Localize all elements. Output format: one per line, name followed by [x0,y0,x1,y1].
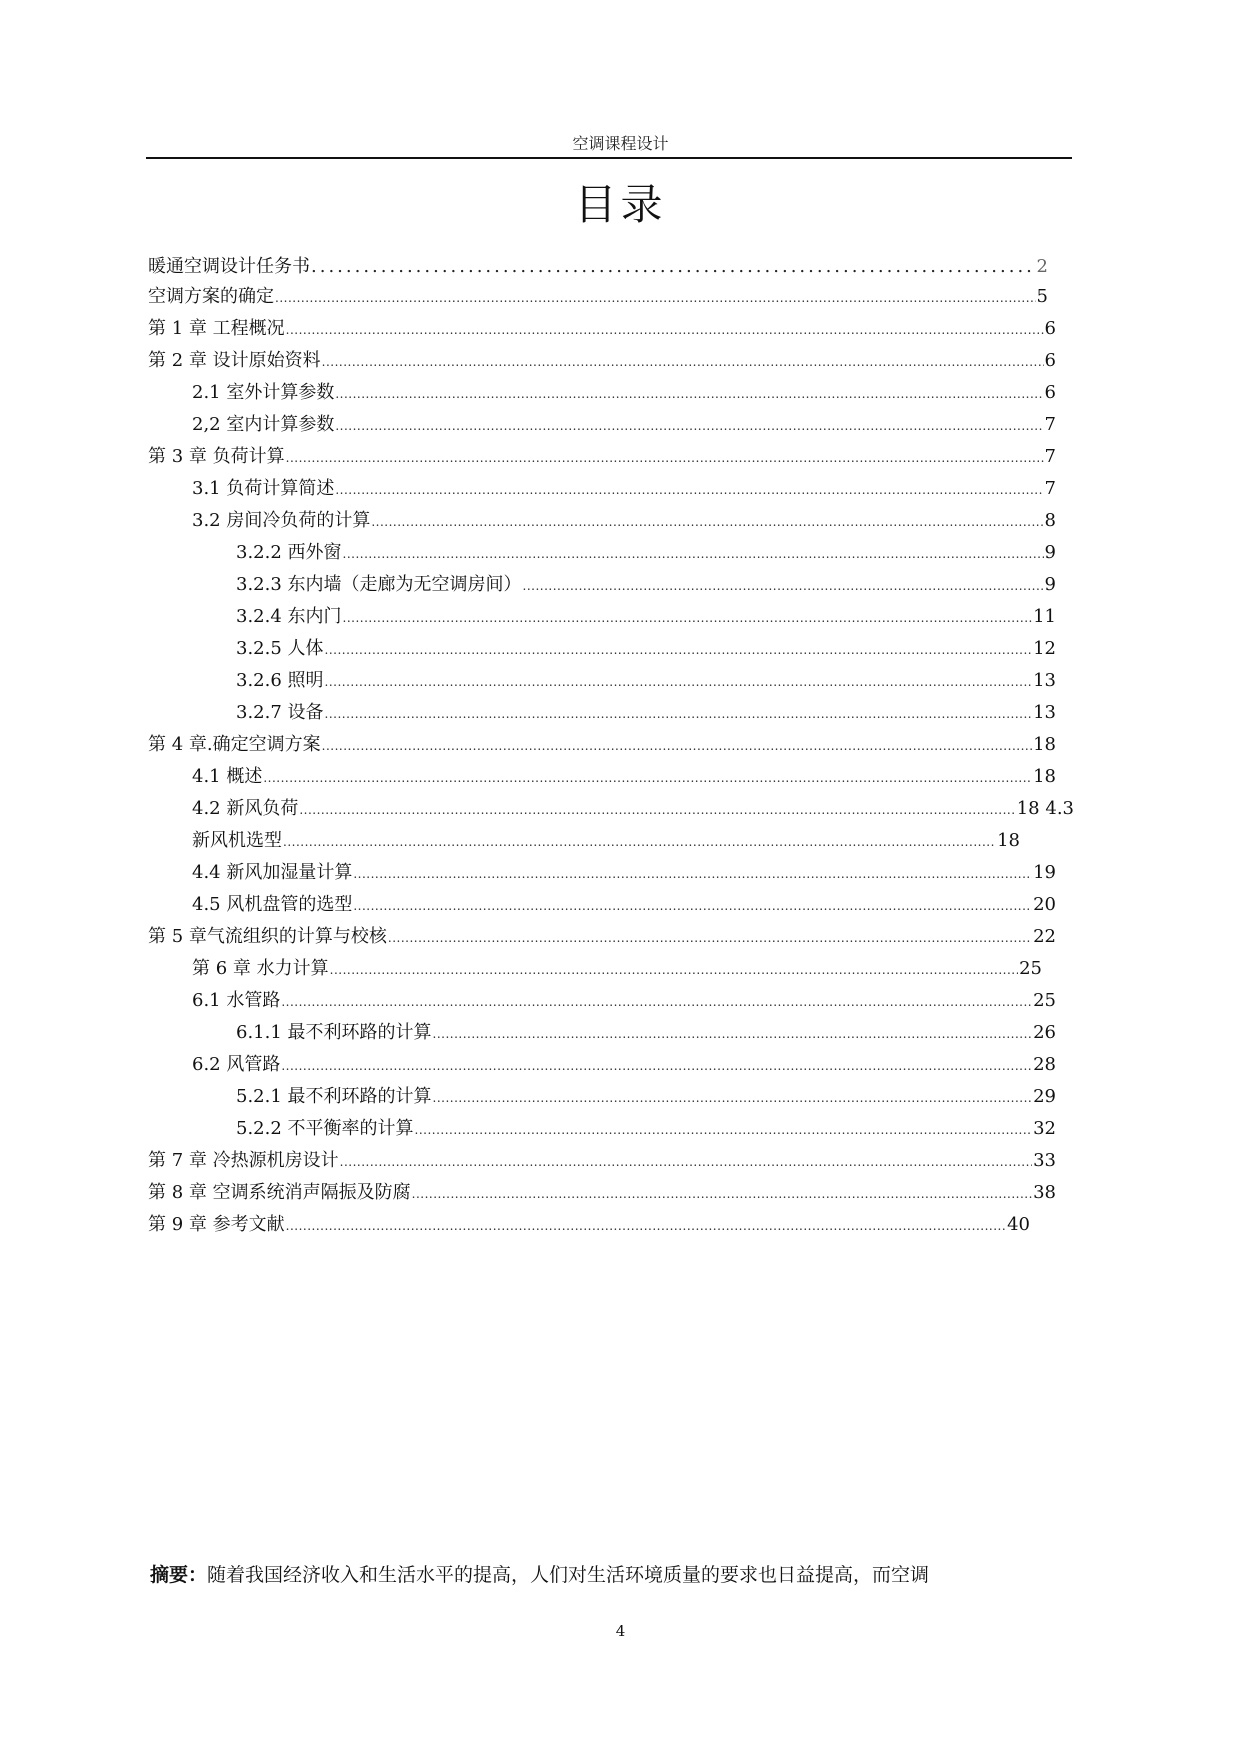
toc-entry[interactable] [192,890,1056,920]
toc-entry[interactable] [192,506,1056,536]
toc-entry-label: 4.5 风机盘管的选型 [192,894,353,915]
toc-entry-page: 33 [1033,1150,1056,1171]
toc-entry-label: 第 6 章 水力计算 [192,958,329,979]
toc-entry-page: 9 [1044,574,1056,595]
abstract-text: 随着我国经济收入和生活水平的提高，人们对生活环境质量的要求也日益提高，而空调 [207,1564,930,1586]
toc-leader [343,539,1044,568]
toc-entry[interactable] [236,666,1056,696]
toc-entry-label: 5.2.1 最不利环路的计算 [236,1086,432,1107]
toc-entry[interactable] [236,698,1056,728]
toc-entry-page: 38 [1033,1182,1056,1203]
toc-title: 目录 [574,180,667,229]
toc-entry[interactable] [236,538,1056,568]
toc-entry-page: 28 [1033,1054,1056,1075]
toc-entry-page: 25 [1019,958,1042,979]
toc-entry-label: 3.2.4 东内门 [236,606,342,627]
toc-entry[interactable] [192,954,1042,984]
toc-leader [335,475,1043,504]
toc-leader [330,955,1018,984]
toc-entry-label: 第 1 章 工程概况 [148,318,285,339]
toc-entry[interactable] [236,1082,1056,1112]
toc-entry-page: 13 [1033,702,1056,723]
toc-leader [281,987,1032,1016]
toc-leader [299,795,1015,824]
toc-leader [353,891,1032,920]
toc-entry[interactable] [148,282,1048,312]
toc-entry-label: 6.2 风管路 [192,1054,281,1075]
toc-entry[interactable] [192,986,1056,1016]
toc-leader [325,635,1033,664]
toc-entry-label: 第 2 章 设计原始资料 [148,350,321,371]
toc-entry[interactable] [148,252,1048,282]
toc-entry[interactable] [148,730,1056,760]
toc-entry-label: 4.4 新风加湿量计算 [192,862,353,883]
toc-entry[interactable] [192,410,1056,440]
toc-entry[interactable] [236,1018,1056,1048]
toc-leader [286,315,1044,344]
toc-entry-page: 19 [1033,862,1056,883]
toc-leader [325,667,1033,696]
toc-entry-page: 6 [1044,382,1056,403]
toc-entry-page: 6 [1044,318,1056,339]
toc-entry[interactable] [148,922,1056,952]
toc-entry[interactable] [148,1146,1056,1176]
toc-leader [275,283,1036,312]
toc-entry-label: 3.2.3 东内墙（走廊为无空调房间） [236,574,522,595]
toc-entry-label: 4.2 新风负荷 [192,798,299,819]
toc-entry-label: 第 5 章气流组织的计算与校核 [148,926,387,947]
toc-entry-page: 12 [1033,638,1056,659]
toc-leader [286,1211,1006,1240]
toc-leader [263,763,1032,792]
toc-entry-label: 第 4 章.确定空调方案 [148,734,321,755]
toc-leader [322,347,1044,376]
toc-entry[interactable] [192,1050,1056,1080]
toc-leader [283,827,996,856]
toc-leader [415,1115,1033,1144]
toc-leader [322,731,1032,760]
toc-entry-page: 32 [1033,1118,1056,1139]
toc-entry-label: 暖通空调设计任务书 [148,256,310,277]
toc-entry[interactable] [192,794,1074,824]
toc-entry-page: 40 [1007,1214,1030,1235]
toc-leader [311,252,1036,282]
toc-leader [353,859,1032,888]
toc-entry-page: 6 [1044,350,1056,371]
toc-leader [281,1051,1032,1080]
toc-leader [340,1147,1032,1176]
toc-entry-label: 第 8 章 空调系统消声隔振及防腐 [148,1182,411,1203]
toc-entry-page: 8 [1044,510,1056,531]
toc-entry-page: 29 [1033,1086,1056,1107]
toc-leader [523,571,1044,600]
toc-entry-label: 第 9 章 参考文献 [148,1214,285,1235]
toc-leader [335,379,1043,408]
toc-entry-page: 13 [1033,670,1056,691]
toc-leader [335,411,1043,440]
toc-entry[interactable] [236,1114,1056,1144]
toc-entry-page: 11 [1033,606,1056,627]
toc-entry[interactable] [148,346,1056,376]
abstract-label: 摘要： [150,1564,208,1586]
toc-entry-label: 3.2 房间冷负荷的计算 [192,510,371,531]
toc-entry-label: 2.1 室外计算参数 [192,382,335,403]
toc-leader [286,443,1044,472]
toc-entry[interactable] [192,858,1056,888]
toc-leader [388,923,1032,952]
toc-entry-label: 第 7 章 冷热源机房设计 [148,1150,339,1171]
toc-entry-page: 7 [1044,414,1056,435]
toc-entry-page: 22 [1033,926,1056,947]
toc-entry[interactable] [236,602,1056,632]
toc-entry[interactable] [236,570,1056,600]
toc-entry-label: 第 3 章 负荷计算 [148,446,285,467]
toc-entry-page: 2 [1036,256,1048,277]
toc-leader [433,1083,1033,1112]
toc-entry-page: 18 4.3 [1016,798,1074,819]
toc-entry[interactable] [192,762,1056,792]
toc-entry[interactable] [192,474,1056,504]
toc-entry-page: 20 [1033,894,1056,915]
toc-entry-label: 空调方案的确定 [148,286,274,307]
page-number: 4 [615,1622,626,1640]
abstract-paragraph [150,1560,1080,1590]
toc-entry[interactable] [192,378,1056,408]
toc-entry[interactable] [148,1210,1030,1240]
toc-leader [325,699,1033,728]
toc-entry-label: 6.1 水管路 [192,990,281,1011]
toc-entry-label: 新风机选型 [192,830,282,851]
toc-entry-label: 3.2.6 照明 [236,670,324,691]
toc-entry-page: 25 [1033,990,1056,1011]
toc-entry-label: 5.2.2 不平衡率的计算 [236,1118,414,1139]
toc-entry-page: 18 [997,830,1020,851]
toc-entry-page: 7 [1044,478,1056,499]
toc-entry-page: 26 [1033,1022,1056,1043]
toc-entry-label: 3.2.7 设备 [236,702,324,723]
toc-entry[interactable] [236,634,1056,664]
toc-entry-label: 3.2.2 西外窗 [236,542,342,563]
toc-leader [371,507,1043,536]
toc-entry-page: 18 [1033,766,1056,787]
toc-entry[interactable] [148,1178,1056,1208]
toc-entry[interactable] [192,826,1020,856]
toc-leader [433,1019,1033,1048]
toc-entry-page: 7 [1044,446,1056,467]
toc-entry-label: 3.2.5 人体 [236,638,324,659]
toc-entry-label: 3.1 负荷计算简述 [192,478,335,499]
header-title: 空调课程设计 [572,134,669,153]
toc-entry-label: 2,2 室内计算参数 [192,414,335,435]
toc-entry-label: 6.1.1 最不利环路的计算 [236,1022,432,1043]
toc-leader [412,1179,1032,1208]
toc-entry-page: 9 [1044,542,1056,563]
toc-entry-page: 5 [1036,286,1048,307]
toc-entry[interactable] [148,314,1056,344]
toc-entry[interactable] [148,442,1056,472]
toc-entry-label: 4.1 概述 [192,766,263,787]
toc-entry-page: 18 [1033,734,1056,755]
toc-leader [343,603,1033,632]
